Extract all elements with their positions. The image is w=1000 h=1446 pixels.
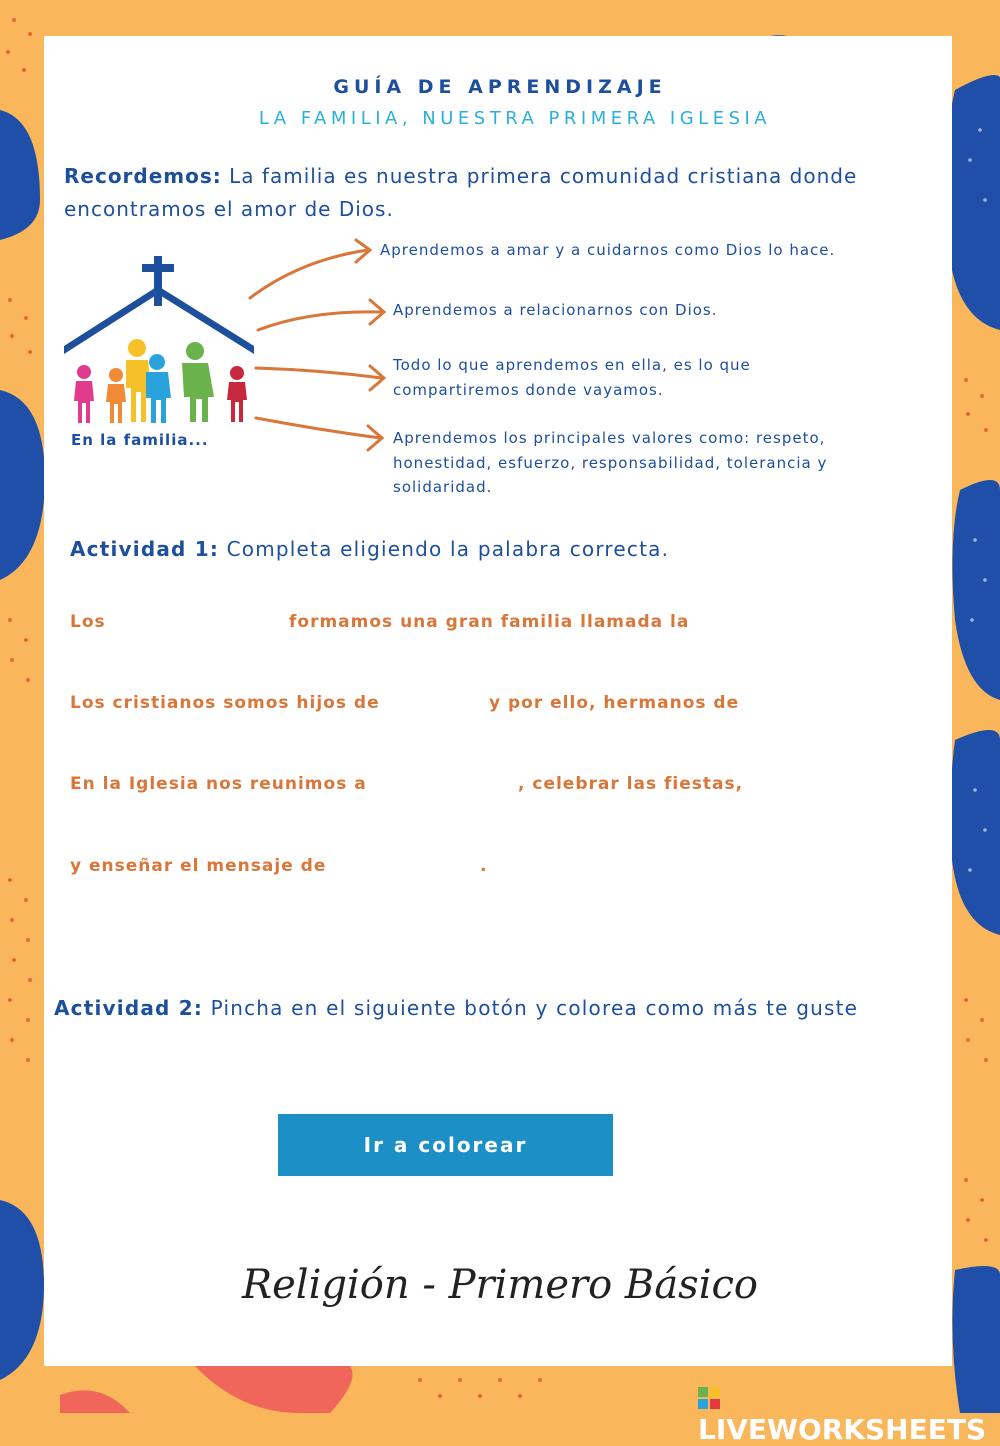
diagram-arrows xyxy=(240,230,400,460)
arrow-icon xyxy=(250,250,368,298)
fill-line-3-start: En la Iglesia nos reunimos a xyxy=(70,774,367,794)
family-figures-icon xyxy=(74,339,247,423)
arrow-icon xyxy=(258,312,382,330)
blank-1[interactable] xyxy=(118,608,278,638)
fill-line-4-end: . xyxy=(480,856,488,876)
fill-line-1-end: formamos una gran familia llamada la xyxy=(289,612,690,632)
diagram-bullet-2: Aprendemos a relacionarnos con Dios. xyxy=(393,301,718,319)
fill-line-4-start: y enseñar el mensaje de xyxy=(70,856,327,876)
arrow-icon xyxy=(256,418,380,438)
blank-6[interactable] xyxy=(340,852,476,882)
color-button[interactable]: Ir a colorear xyxy=(278,1114,613,1176)
activity-2-text: Pincha en el siguiente botón y colorea como más te guste xyxy=(203,996,859,1020)
activity-2-heading xyxy=(54,992,904,1024)
fill-line-2-end: y por ello, hermanos de xyxy=(489,693,740,713)
blank-4[interactable] xyxy=(758,689,878,719)
activity-1-label: Actividad 1: xyxy=(70,537,220,561)
blank-2[interactable] xyxy=(718,608,878,638)
activity-1-heading xyxy=(70,533,920,565)
intro-paragraph xyxy=(64,160,914,226)
activity-1-text: Completa eligiendo la palabra correcta. xyxy=(219,537,670,561)
church-family-illustration xyxy=(60,250,260,430)
footer-title: Religión - Primero Básico xyxy=(242,1262,758,1308)
diagram-bullet-4: Aprendemos los principales valores como: respeto, honestidad, esfuerzo, responsabilidad, tolerancia y solidaridad. xyxy=(393,429,828,496)
blank-5[interactable] xyxy=(386,770,514,800)
fill-line-2-start: Los cristianos somos hijos de xyxy=(70,693,380,713)
page-subtitle: LA FAMILIA, NUESTRA PRIMERA IGLESIA xyxy=(258,108,772,129)
liveworksheets-watermark xyxy=(698,1380,1000,1446)
diagram-bullet-3: Todo lo que aprendemos en ella, es lo que compartiremos donde vayamos. xyxy=(393,356,751,399)
fill-line-1-start: Los xyxy=(70,612,106,632)
blank-3[interactable] xyxy=(402,689,482,719)
arrow-icon xyxy=(256,368,382,378)
liveworksheets-logo-icon xyxy=(698,1387,720,1409)
watermark-text: LIVEWORKSHEETS xyxy=(698,1413,987,1446)
activity-2-label: Actividad 2: xyxy=(54,996,204,1020)
page-title: GUÍA DE APRENDIZAJE xyxy=(333,76,667,98)
diagram-caption: En la familia... xyxy=(71,431,209,449)
intro-text: La familia es nuestra primera comunidad cristiana donde encontramos el amor de Dios. xyxy=(64,164,858,221)
fill-line-3-end: , celebrar las fiestas, xyxy=(518,774,744,794)
diagram-bullet-1: Aprendemos a amar y a cuidarnos como Dios lo hace. xyxy=(380,241,836,259)
intro-label: Recordemos: xyxy=(64,164,222,188)
